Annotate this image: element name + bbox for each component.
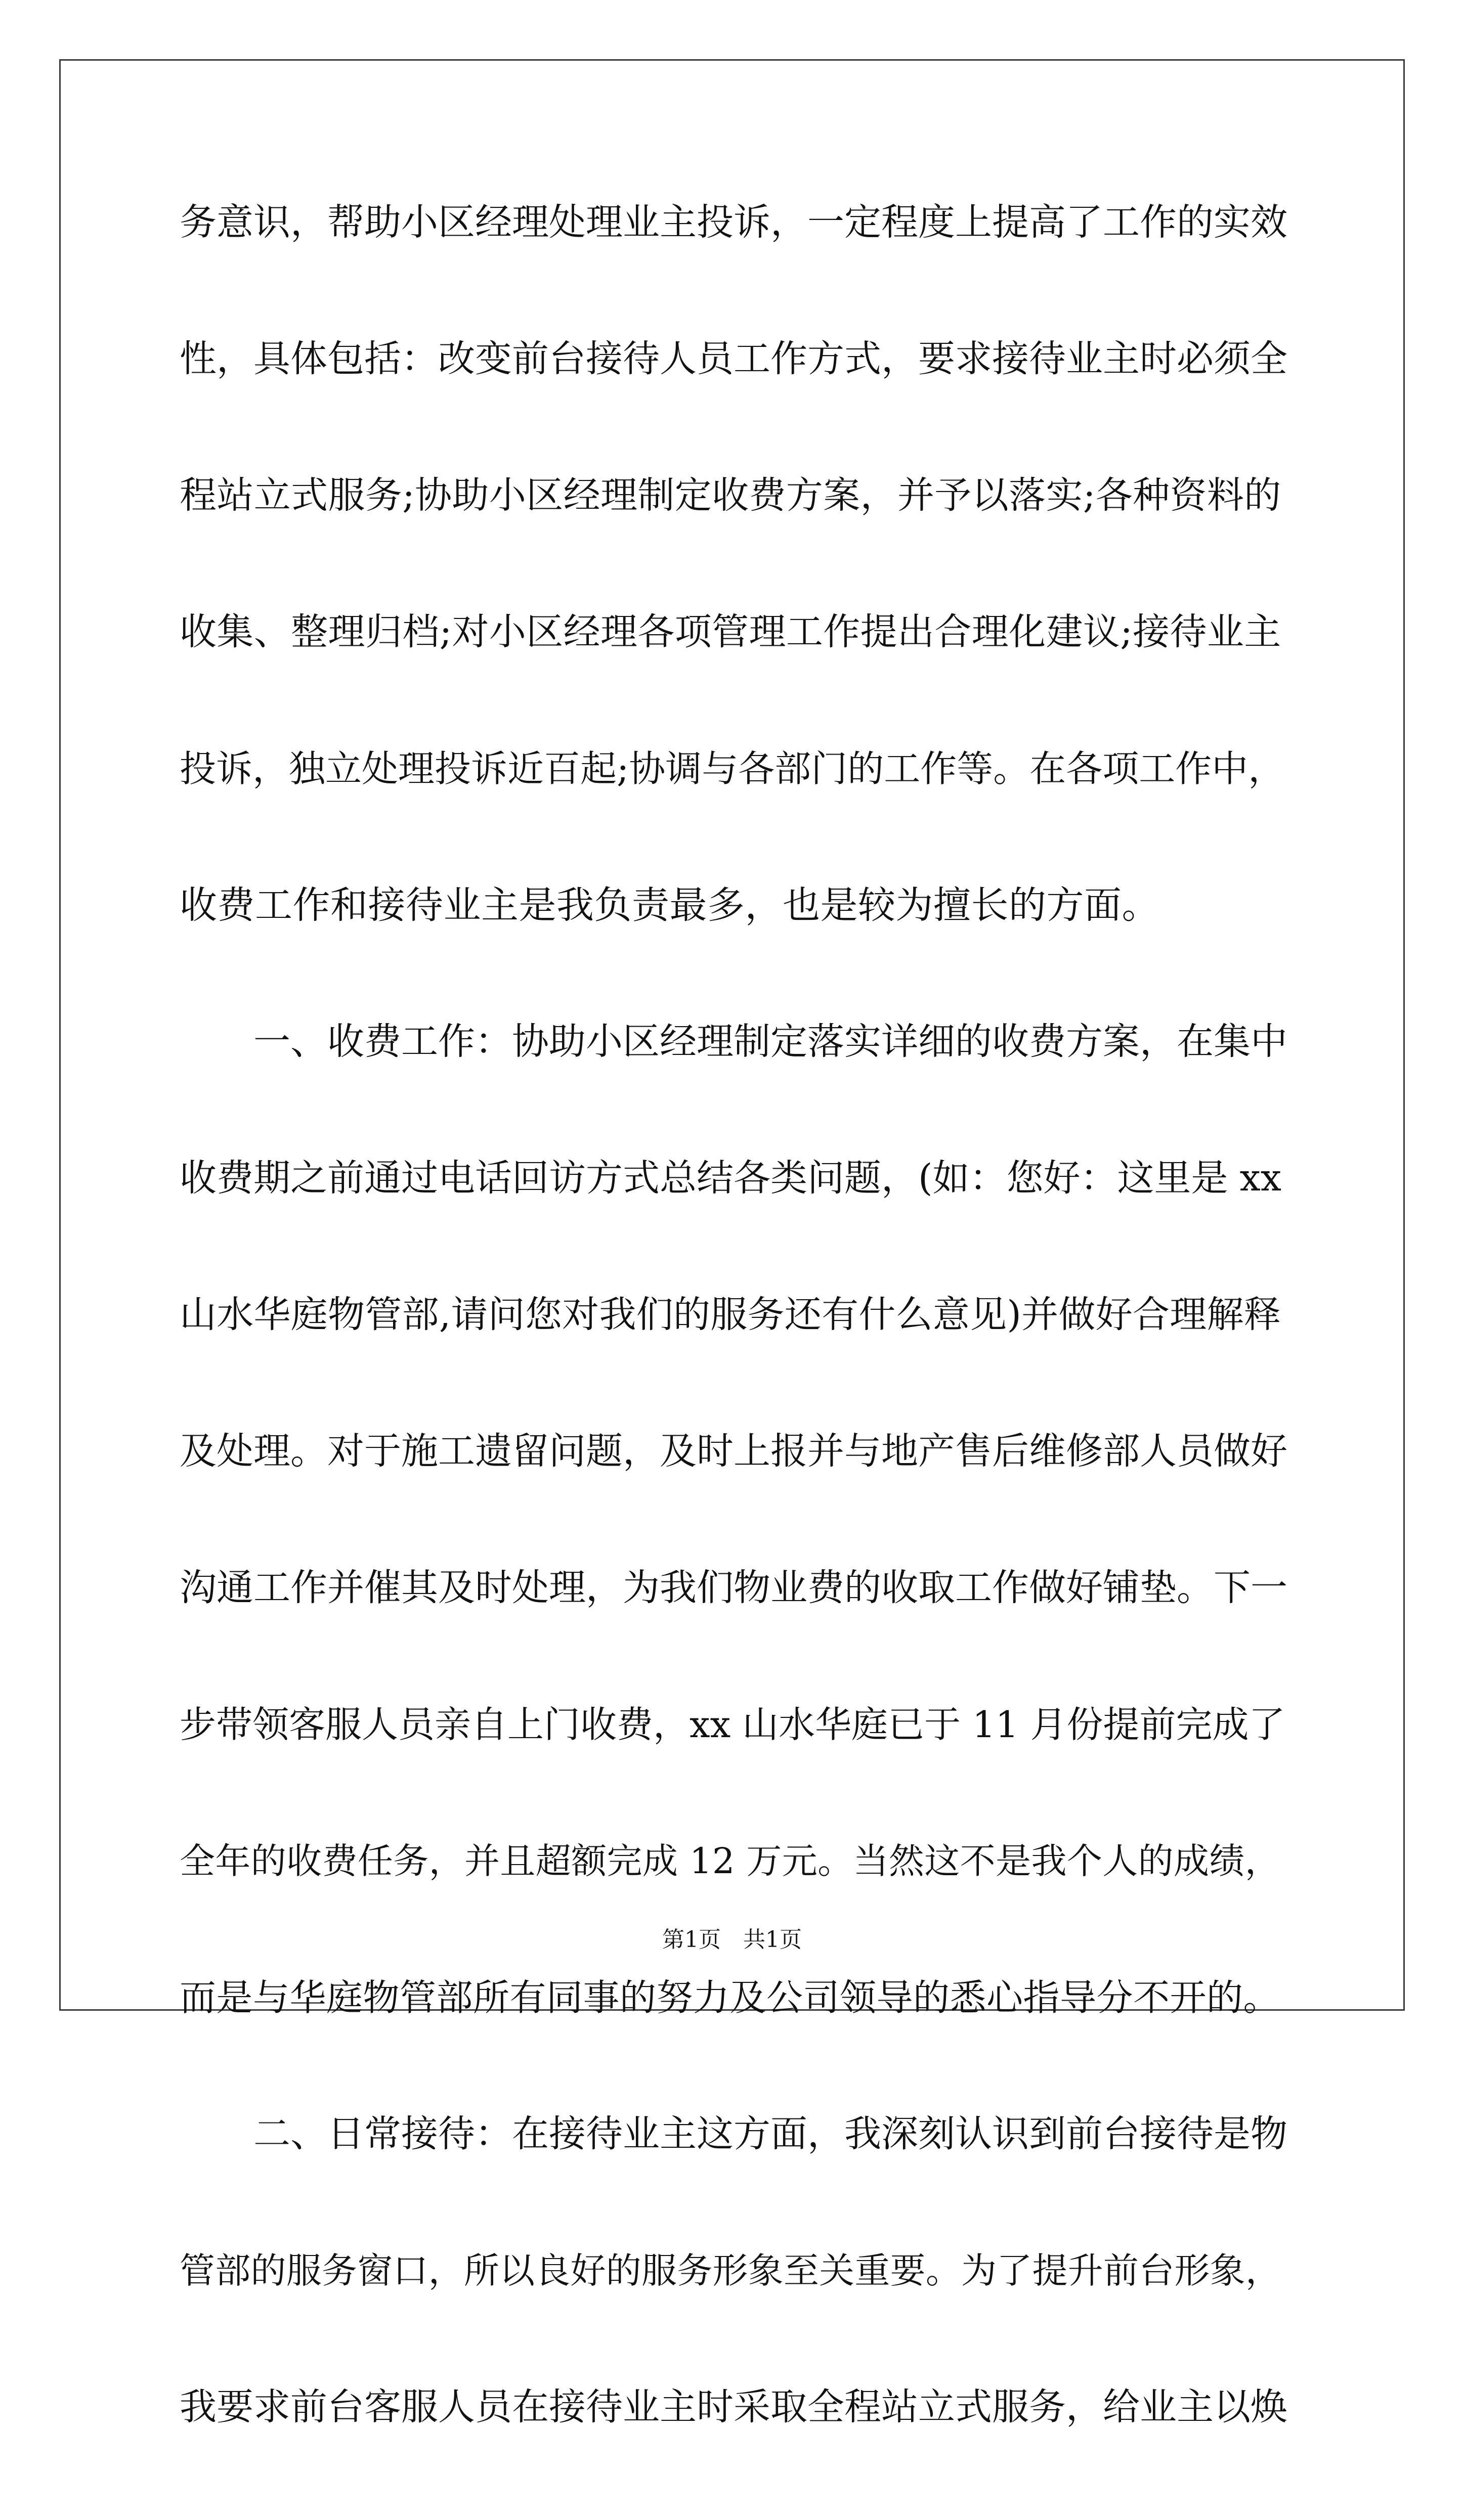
page-footer: 第1页 共1页 bbox=[662, 1927, 802, 1953]
text-line bbox=[180, 1564, 1288, 1701]
line-text: 收费期之前通过电话回访方式总结各类问题，(如：您好：这里是 xx bbox=[180, 1157, 1282, 1200]
line-text: 管部的服务窗口，所以良好的服务形象至关重要。为了提升前台形象， bbox=[180, 2250, 1281, 2291]
line-text: 沟通工作并催其及时处理，为我们物业费的收取工作做好铺垫。下一 bbox=[180, 1566, 1287, 1609]
line-text: 我要求前台客服人员在接待业主时采取全程站立式服务，给业主以焕 bbox=[180, 2385, 1287, 2428]
text-line bbox=[180, 1974, 1288, 2110]
text-line bbox=[180, 1155, 1288, 1291]
text-line bbox=[180, 199, 1288, 335]
line-text: 步带领客服人员亲自上门收费，xx 山水华庭已于 11 月份提前完成了 bbox=[180, 1703, 1285, 1746]
line-text: 山水华庭物管部,请问您对我们的服务还有什么意见)并做好合理解释 bbox=[180, 1293, 1281, 1336]
text-line bbox=[180, 1428, 1288, 1564]
text-line bbox=[180, 1291, 1288, 1428]
line-text: 收费工作和接待业主是我负责最多，也是较为擅长的方面。 bbox=[180, 883, 1159, 927]
text-line bbox=[180, 1701, 1288, 1837]
text-line bbox=[180, 1018, 1288, 1155]
text-line bbox=[180, 472, 1288, 608]
line-text: 收集、整理归档;对小区经理各项管理工作提出合理化建议;接待业主 bbox=[180, 610, 1281, 653]
text-line bbox=[180, 335, 1288, 472]
line-text: 全年的收费任务，并且超额完成 12 万元。当然这不是我个人的成绩， bbox=[180, 1840, 1281, 1882]
text-line bbox=[180, 2247, 1288, 2383]
document-body bbox=[180, 199, 1288, 2520]
line-text: 二、日常接待：在接待业主这方面，我深刻认识到前台接待是物 bbox=[180, 2112, 1287, 2155]
line-text: 投诉，独立处理投诉近百起;协调与各部门的工作等。在各项工作中， bbox=[180, 747, 1285, 790]
text-line bbox=[180, 881, 1288, 1018]
text-line bbox=[180, 2110, 1288, 2247]
line-text: 务意识，帮助小区经理处理业主投诉，一定程度上提高了工作的实效 bbox=[180, 201, 1287, 244]
line-text: 而是与华庭物管部所有同事的努力及公司领导的悉心指导分不开的。 bbox=[180, 1976, 1280, 2019]
line-text: 一、收费工作：协助小区经理制定落实详细的收费方案，在集中 bbox=[180, 1020, 1287, 1063]
line-text: 及处理。对于施工遗留问题，及时上报并与地产售后维修部人员做好 bbox=[180, 1430, 1287, 1473]
text-line bbox=[180, 745, 1288, 881]
line-text: 程站立式服务;协助小区经理制定收费方案，并予以落实;各种资料的 bbox=[180, 474, 1281, 517]
text-line bbox=[180, 2383, 1288, 2520]
text-line bbox=[180, 608, 1288, 745]
line-text: 性，具体包括：改变前台接待人员工作方式，要求接待业主时必须全 bbox=[180, 337, 1287, 380]
